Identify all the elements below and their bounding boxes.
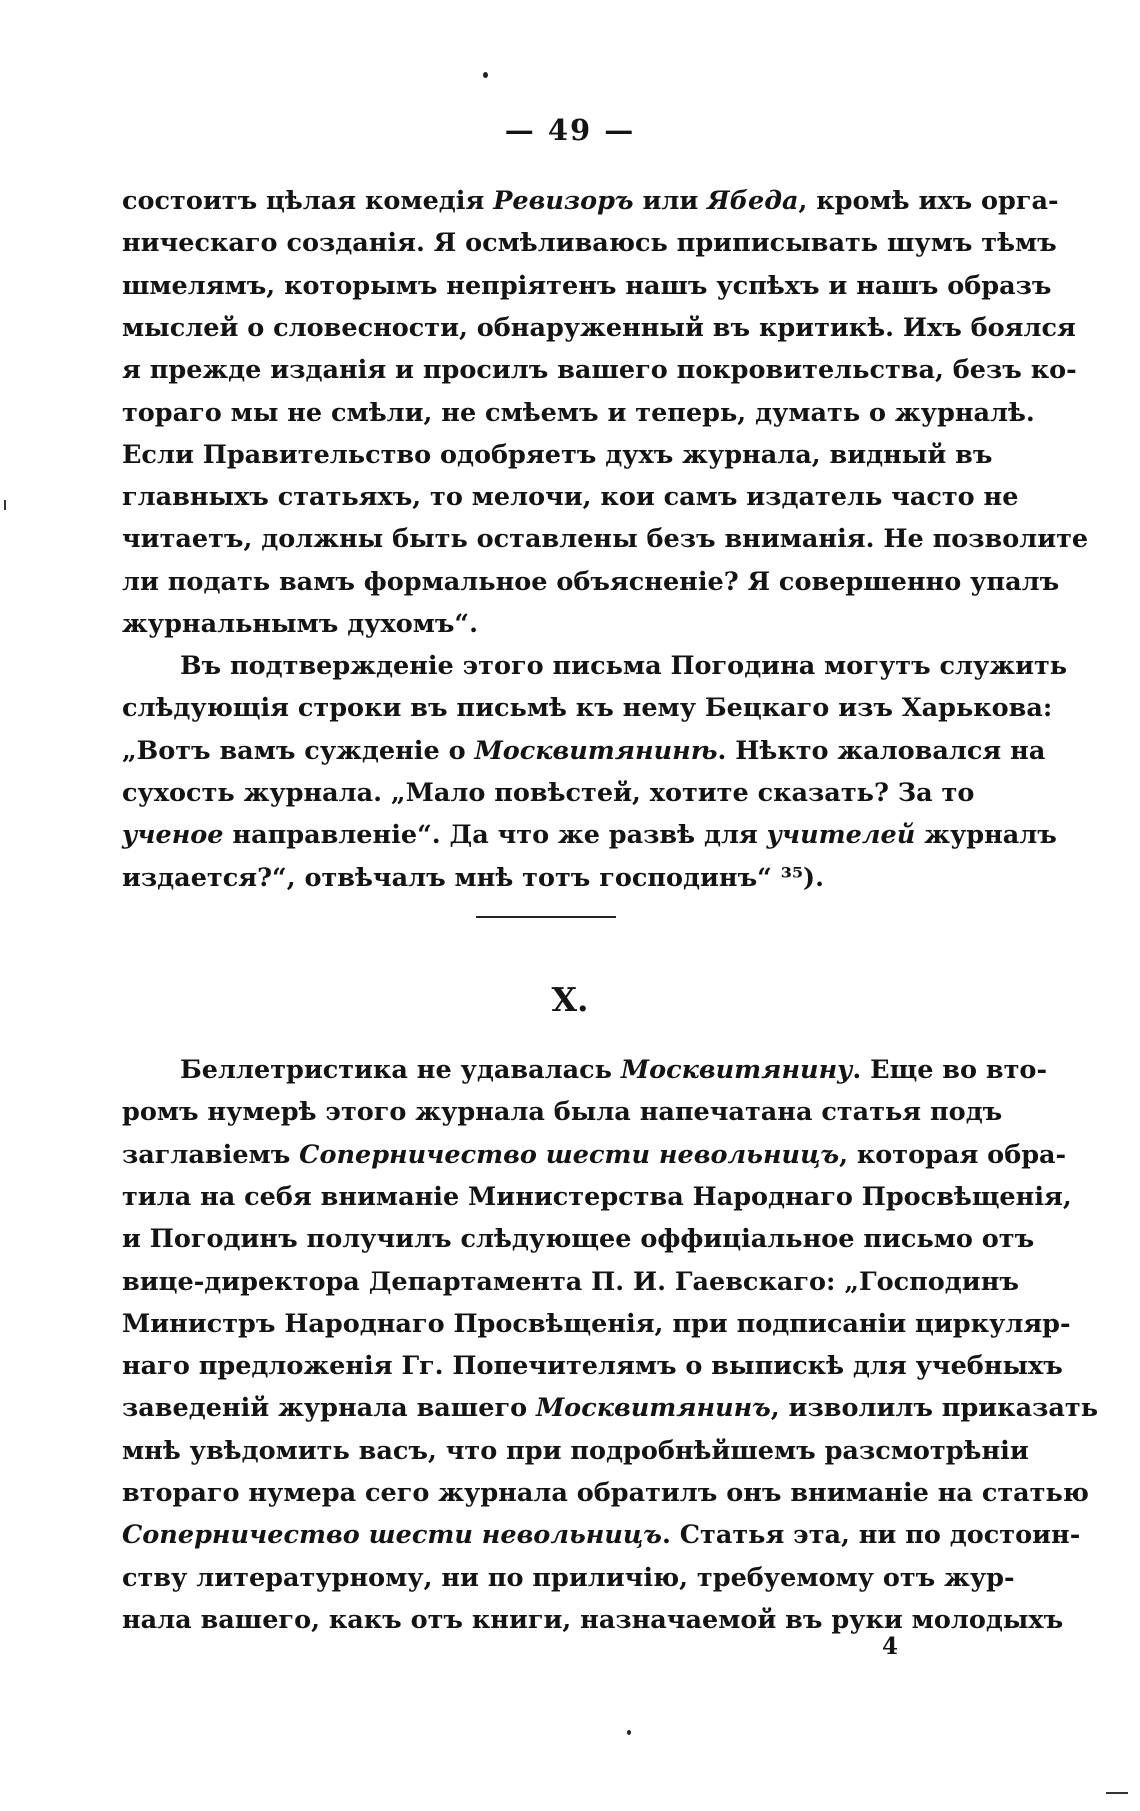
text-line: ническаго созданія. Я осмѣливаюсь приписывать шумъ тѣмъ [122, 228, 1057, 258]
paragraph-2 [122, 645, 1068, 897]
italic-title: Соперничество шести невольницъ [299, 1140, 840, 1170]
text-line: заведеній журнала вашего Москвитянинъ, изволилъ приказать [122, 1393, 1099, 1423]
text-line: сухость журнала. „Мало повѣстей, хотите сказать? За то [122, 778, 975, 808]
text-line: шмелямъ, которымъ непріятенъ нашъ успѣхъ и нашъ образъ [122, 271, 1052, 301]
italic-title: Соперничество шести невольницъ [122, 1520, 662, 1550]
section-divider [476, 916, 616, 918]
text-line: Если Правительство одобряетъ духъ журнала, видный въ [122, 440, 993, 470]
text-line: втораго нумера сего журнала обратилъ онъ вниманіе на статью [122, 1478, 1089, 1508]
text-line: ученое направленіе“. Да что же развѣ для учителей журналъ [122, 820, 1057, 850]
speck-mark [627, 1730, 631, 1735]
text-line: главныхъ статьяхъ, то мелочи, кои самъ издатель часто не [122, 482, 1019, 512]
text-line: ромъ нумерѣ этого журнала была напечатана статья подъ [122, 1097, 1003, 1127]
text-line: Въ подтвержденіе этого письма Погодина могутъ служить [180, 651, 1068, 681]
speck-mark [483, 72, 488, 78]
edge-mark [1106, 1792, 1128, 1794]
section-heading: X. [551, 980, 589, 1019]
italic-title: ученое [122, 820, 224, 850]
text-line: тила на себя вниманіе Министерства Народнаго Просвѣщенія, [122, 1182, 1072, 1212]
text-line: тораго мы не смѣли, не смѣемъ и теперь, думать о журналѣ. [122, 398, 1035, 428]
text-line: состоитъ цѣлая комедія Ревизоръ или Ябеда, кромѣ ихъ орга- [122, 186, 1059, 216]
text-line: я прежде изданія и просилъ вашего покровительства, безъ ко- [122, 355, 1077, 385]
text-line: издается?“, отвѣчалъ мнѣ тотъ господинъ“ ³⁵). [122, 863, 824, 893]
text-line: мнѣ увѣдомить васъ, что при подробнѣйшемъ разсмотрѣніи [122, 1436, 1029, 1466]
paragraph-3 [122, 1049, 1099, 1639]
text-line: читаетъ, должны быть оставлены безъ вниманія. Не позволите [122, 524, 1089, 554]
text-line: слѣдующія строки въ письмѣ къ нему Бецкаго изъ Харькова: [122, 693, 1053, 723]
text-line: наго предложенія Гг. Попечителямъ о выпискѣ для учебныхъ [122, 1351, 1063, 1381]
italic-title: Москвитянинъ [535, 1393, 771, 1423]
text-line: мыслей о словесности, обнаруженный въ критикѣ. Ихъ боялся [122, 313, 1076, 343]
text-line: „Вотъ вамъ сужденіе о Москвитянинѣ. Нѣкто жаловался на [122, 736, 1046, 766]
paragraph-1 [122, 180, 1089, 640]
text-line: ству литературному, ни по приличію, требуемому отъ жур- [122, 1563, 1015, 1593]
italic-title: Москвитянину [620, 1055, 853, 1085]
text-line: Министръ Народнаго Просвѣщенія, при подписаніи циркуляр- [122, 1309, 1071, 1339]
text-line: журнальнымъ духомъ“. [122, 609, 478, 639]
italic-title: Ревизоръ [493, 186, 634, 216]
signature-mark: 4 [881, 1633, 898, 1660]
italic-title: Ябеда [707, 186, 799, 216]
italic-title: Москвитянинѣ [474, 736, 718, 766]
text-line: заглавіемъ Соперничество шести невольницъ, которая обра- [122, 1140, 1067, 1170]
text-line: вице-директора Департамента П. И. Гаевскаго: „Господинъ [122, 1267, 1019, 1297]
text-line: Беллетристика не удавалась Москвитянину. Еще во вто- [180, 1055, 1048, 1085]
page-number-header: — 49 — [504, 113, 636, 147]
text-line: нала вашего, какъ отъ книги, назначаемой въ руки молодыхъ [122, 1605, 1064, 1635]
text-line: и Погодинъ получилъ слѣдующее оффиціальное письмо отъ [122, 1224, 1035, 1254]
edge-mark [4, 500, 6, 510]
text-line: ли подать вамъ формальное объясненіе? Я совершенно упалъ [122, 567, 1060, 597]
italic-title: учителей [766, 820, 916, 850]
text-line: Соперничество шести невольницъ. Статья эта, ни по достоин- [122, 1520, 1081, 1550]
